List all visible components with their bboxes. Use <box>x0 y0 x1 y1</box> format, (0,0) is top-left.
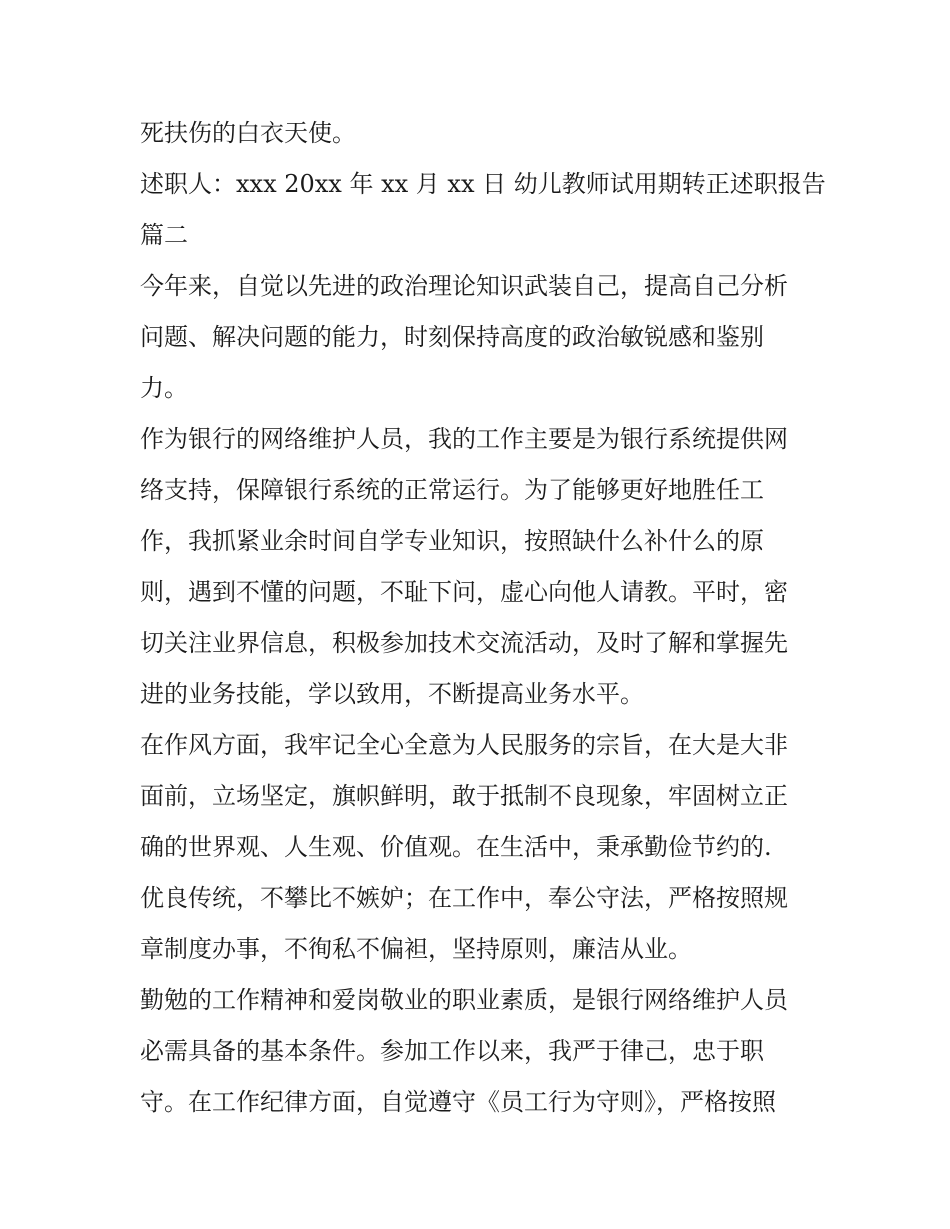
text-line: 则，遇到不懂的问题，不耻下问，虚心向他人请教。平时，密 <box>140 578 788 606</box>
text-line: 篇二 <box>140 221 188 249</box>
text-line: 守。在工作纪律方面，自觉遵守《员工行为守则》，严格按照 <box>140 1088 776 1116</box>
text-line: 作，我抓紧业余时间自学专业知识，按照缺什么补什么的原 <box>140 527 764 555</box>
text-line: 勤勉的工作精神和爱岗敬业的职业素质，是银行网络维护人员 <box>140 986 788 1014</box>
text-line: 优良传统，不攀比不嫉妒；在工作中，奉公守法，严格按照规 <box>140 884 788 912</box>
body-text <box>140 108 826 1128</box>
text-line: 力。 <box>140 374 188 402</box>
text-line: 今年来，自觉以先进的政治理论知识武装自己，提高自己分析 <box>140 272 788 300</box>
text-line: 死扶伤的白衣天使。 <box>140 119 356 147</box>
text-line: 面前，立场坚定，旗帜鲜明，敢于抵制不良现象，牢固树立正 <box>140 782 788 810</box>
text-line: 作为银行的网络维护人员，我的工作主要是为银行系统提供网 <box>140 425 788 453</box>
text-line: 述职人：xxx 20xx 年 xx 月 xx 日 幼儿教师试用期转正述职报告 <box>140 170 826 198</box>
text-line: 问题、解决问题的能力，时刻保持高度的政治敏锐感和鉴别 <box>140 323 764 351</box>
text-line: 章制度办事，不徇私不偏袒，坚持原则，廉洁从业。 <box>140 935 692 963</box>
text-line: 切关注业界信息，积极参加技术交流活动，及时了解和掌握先 <box>140 629 788 657</box>
text-line: 进的业务技能，学以致用，不断提高业务水平。 <box>140 680 644 708</box>
text-line: 络支持，保障银行系统的正常运行。为了能够更好地胜任工 <box>140 476 764 504</box>
text-line: 确的世界观、人生观、价值观。在生活中，秉承勤俭节约的. <box>140 833 772 861</box>
text-line: 在作风方面，我牢记全心全意为人民服务的宗旨，在大是大非 <box>140 731 788 759</box>
text-line: 必需具备的基本条件。参加工作以来，我严于律己，忠于职 <box>140 1037 764 1065</box>
